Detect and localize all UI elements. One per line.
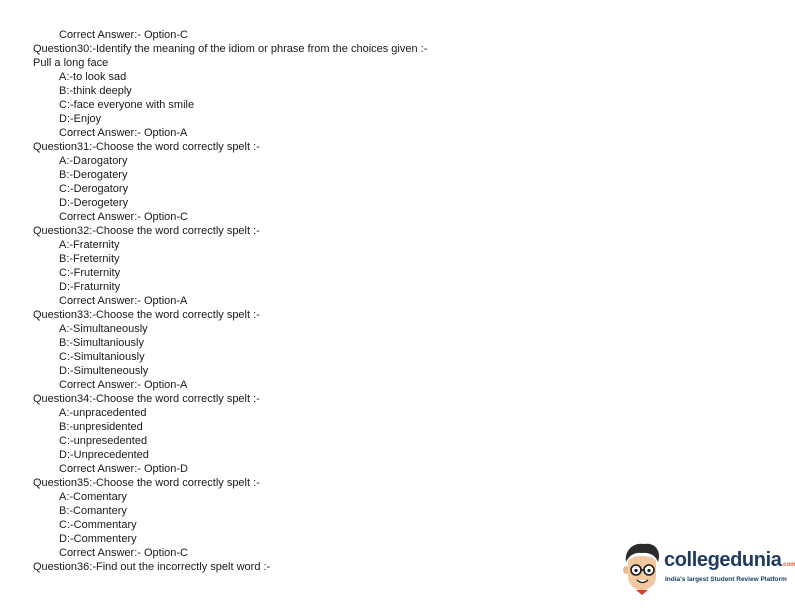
collegedunia-logo [618,540,795,596]
option-line: A:-Darogatory [59,155,128,167]
option-line: C:-face everyone with smile [59,99,195,111]
option-line: A:-Comentary [59,491,127,503]
option-line: C:-Fruternity [59,267,121,279]
question-line: Pull a long face [33,57,109,69]
option-line: A:-Fraternity [59,239,120,251]
option-line: D:-Unprecedented [59,449,149,461]
option-line: D:-Simulteneously [59,365,149,377]
option-line: D:-Fraturnity [59,281,121,293]
option-line: Correct Answer:- Option-A [59,379,188,391]
option-line: A:-Simultaneously [59,323,148,335]
option-line: Correct Answer:- Option-A [59,295,188,307]
option-line: B:-unpresidented [59,421,143,433]
question-line: Question32:-Choose the word correctly spelt :- [33,225,260,237]
option-line: C:-unpresedented [59,435,148,447]
option-line: Correct Answer:- Option-C [59,211,188,223]
option-line: Correct Answer:- Option-D [59,463,188,475]
brand-name-text: collegedunia [664,549,782,571]
question-line: Question30:-Identify the meaning of the idiom or phrase from the choices given :- [33,43,428,55]
option-line: Correct Answer:- Option-C [59,547,188,559]
option-line: D:-Enjoy [59,113,102,125]
question-document [33,28,593,574]
question-line: Question33:-Choose the word correctly spelt :- [33,309,260,321]
option-line: Correct Answer:- Option-C [59,29,188,41]
question-line: Question35:-Choose the word correctly spelt :- [33,477,260,489]
option-line: D:-Derogetery [59,197,129,209]
option-line: A:-unpracedented [59,407,147,419]
question-line: Question34:-Choose the word correctly spelt :- [33,393,260,405]
question-line: Question36:-Find out the incorrectly spelt word :- [33,561,271,573]
question-line: Question31:-Choose the word correctly spelt :- [33,141,260,153]
option-line: C:-Derogatory [59,183,129,195]
option-line: Correct Answer:- Option-A [59,127,188,139]
option-line: B:-Comantery [59,505,127,517]
brand-name [664,549,795,572]
brand-suffix: .com [781,562,795,568]
option-line: B:-Derogatery [59,169,128,181]
brand-tagline: India's largest Student Review Platform [665,576,787,583]
option-line: B:-Freternity [59,253,120,265]
option-line: A:-to look sad [59,71,127,83]
option-line: C:-Simultaniously [59,351,145,363]
option-line: C:-Commentary [59,519,137,531]
option-line: B:-think deeply [59,85,132,97]
option-line: B:-Simultaniously [59,337,144,349]
student-mascot-icon [618,540,666,596]
option-line: D:-Commentery [59,533,137,545]
